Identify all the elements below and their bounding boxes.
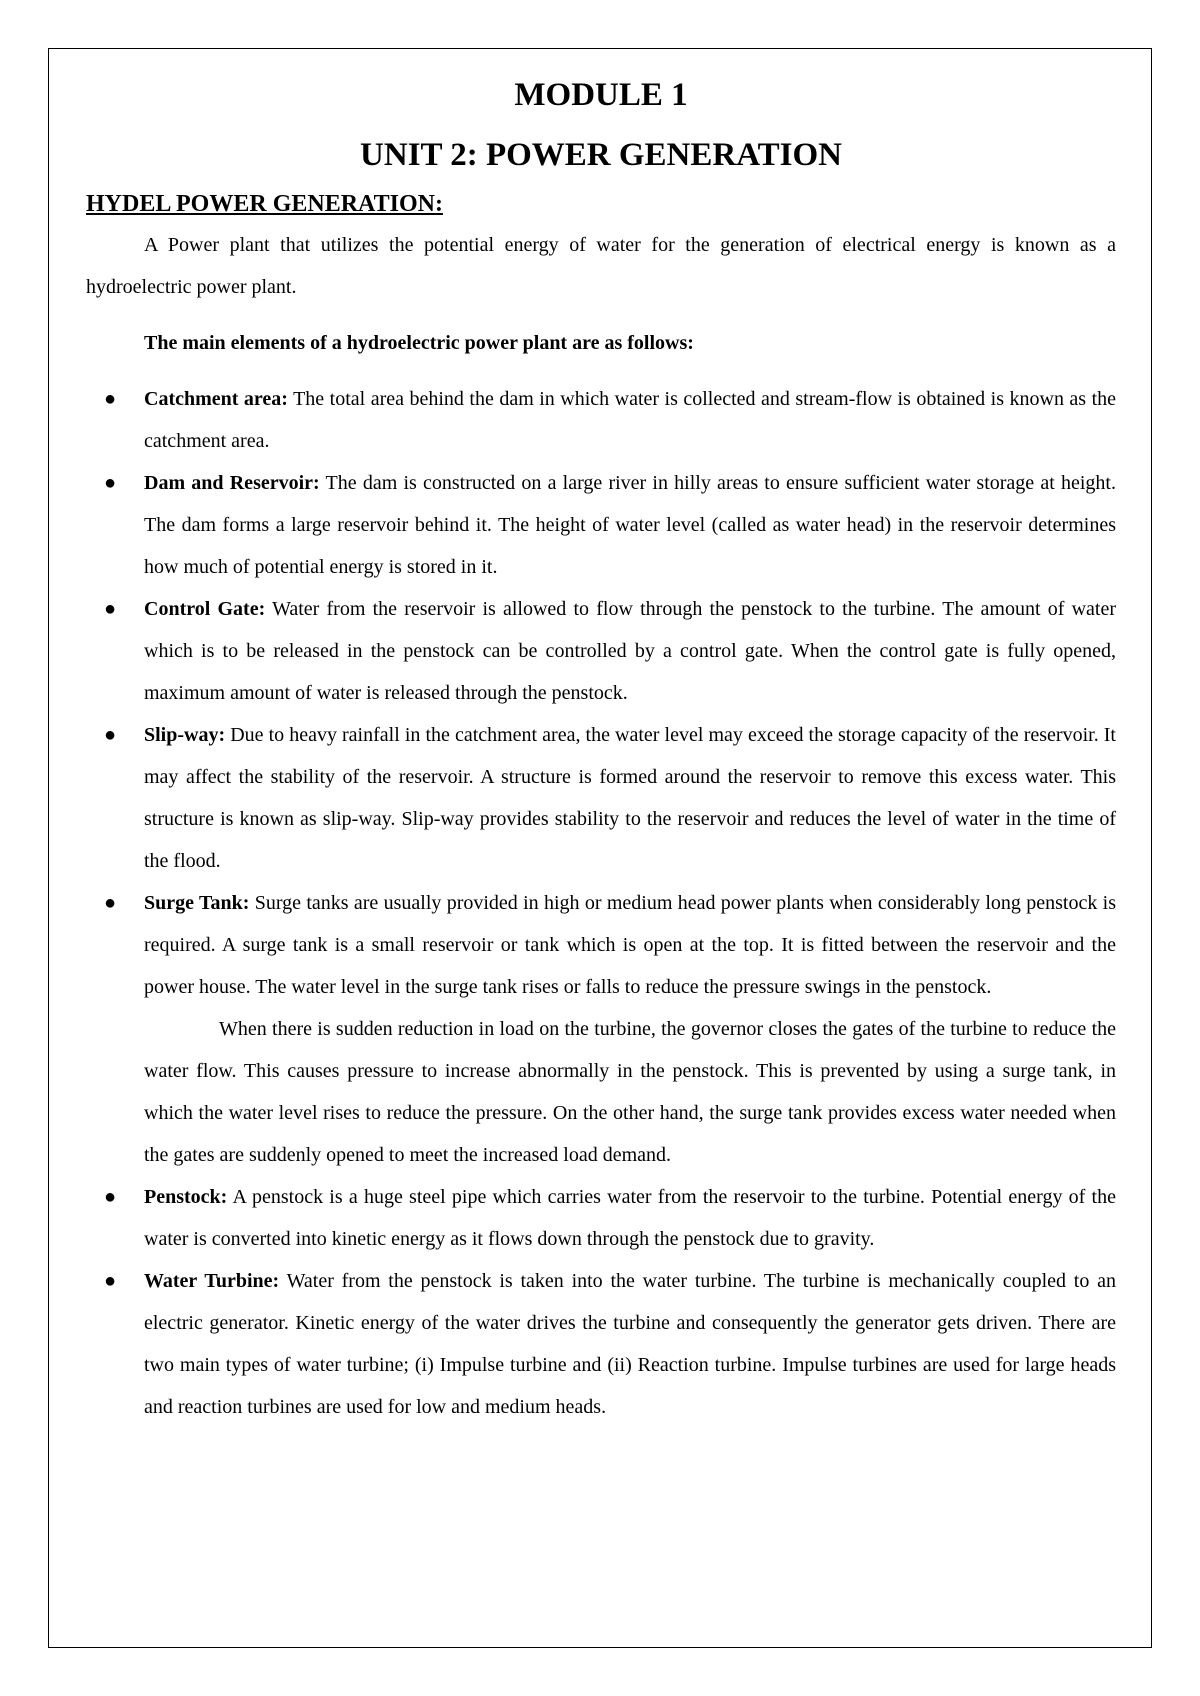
bullet-icon: ● [104, 388, 117, 410]
bullet-icon: ● [104, 892, 117, 914]
section-heading: HYDEL POWER GENERATION: [86, 191, 443, 217]
bullet-icon: ● [104, 472, 117, 494]
element-term: Penstock: [144, 1186, 228, 1208]
list-item [86, 1176, 1116, 1260]
list-item [86, 588, 1116, 714]
elements-list [86, 378, 1116, 1428]
list-item [86, 1260, 1116, 1428]
element-text: Water from the reservoir is allowed to flow through the penstock to the turbine. The amount of water which is to be released in the penstock can be controlled by a control gate. When the control gate is fully opened, maximum amount of water is released through the penstock. [144, 598, 1116, 704]
element-term: Control Gate: [144, 598, 266, 620]
element-term: Slip-way: [144, 724, 226, 746]
bullet-icon: ● [104, 598, 117, 620]
list-item [86, 714, 1116, 882]
bullet-icon: ● [104, 1270, 117, 1292]
list-item [86, 882, 1116, 1176]
bullet-icon: ● [104, 724, 117, 746]
element-text: Water from the penstock is taken into the water turbine. The turbine is mechanically coupled to an electric generator. Kinetic energy of the water drives the turbine and consequently the generator gets driven. There are two main types of water turbine; (i) Impulse turbine and (ii) Reaction turbine. Impulse turbines are used for large heads and reaction turbines are used for low and medium heads. [144, 1270, 1116, 1418]
document-content [86, 70, 1116, 1428]
element-term: Surge Tank: [144, 892, 250, 914]
element-text: The dam is constructed on a large river in hilly areas to ensure sufficient water storage at height. The dam forms a large reservoir behind it. The height of water level (called as water head) in the reservoir determines how much of potential energy is stored in it. [144, 472, 1116, 578]
element-text: Surge tanks are usually provided in high or medium head power plants when considerably long penstock is required. A surge tank is a small reservoir or tank which is open at the top. It is fitted between the reservoir and the power house. The water level in the surge tank rises or falls to reduce the pressure swings in the penstock. [144, 892, 1116, 998]
list-item [86, 378, 1116, 462]
surge-tank-extra-paragraph: When there is sudden reduction in load on the turbine, the governor closes the gates of the turbine to reduce the water flow. This causes pressure to increase abnormally in the penstock. This is prevented by using a surge tank, in which the water level rises to reduce the pressure. On the other hand, the surge tank provides excess water needed when the gates are suddenly opened to meet the increased load demand. [144, 1018, 1116, 1166]
lead-sentence: The main elements of a hydroelectric power plant are as follows: [144, 332, 694, 354]
intro-paragraph: A Power plant that utilizes the potential energy of water for the generation of electrical energy is known as a hydroelectric power plant. [86, 234, 1116, 298]
unit-title: UNIT 2: POWER GENERATION [360, 137, 842, 173]
element-text: Due to heavy rainfall in the catchment area, the water level may exceed the storage capacity of the reservoir. It may affect the stability of the reservoir. A structure is formed around the reservoir to remove this excess water. This structure is known as slip-way. Slip-way provides stability to the reservoir and reduces the level of water in the time of the flood. [144, 724, 1116, 872]
element-term: Water Turbine: [144, 1270, 280, 1292]
element-term: Dam and Reservoir: [144, 472, 320, 494]
element-text: A penstock is a huge steel pipe which carries water from the reservoir to the turbine. Potential energy of the water is converted into kinetic energy as it flows down through the penstock due to gravity. [144, 1186, 1116, 1250]
element-term: Catchment area: [144, 388, 288, 410]
bullet-icon: ● [104, 1186, 117, 1208]
list-item [86, 462, 1116, 588]
module-title: MODULE 1 [514, 77, 688, 113]
element-text: The total area behind the dam in which water is collected and stream-flow is obtained is known as the catchment area. [144, 388, 1116, 452]
